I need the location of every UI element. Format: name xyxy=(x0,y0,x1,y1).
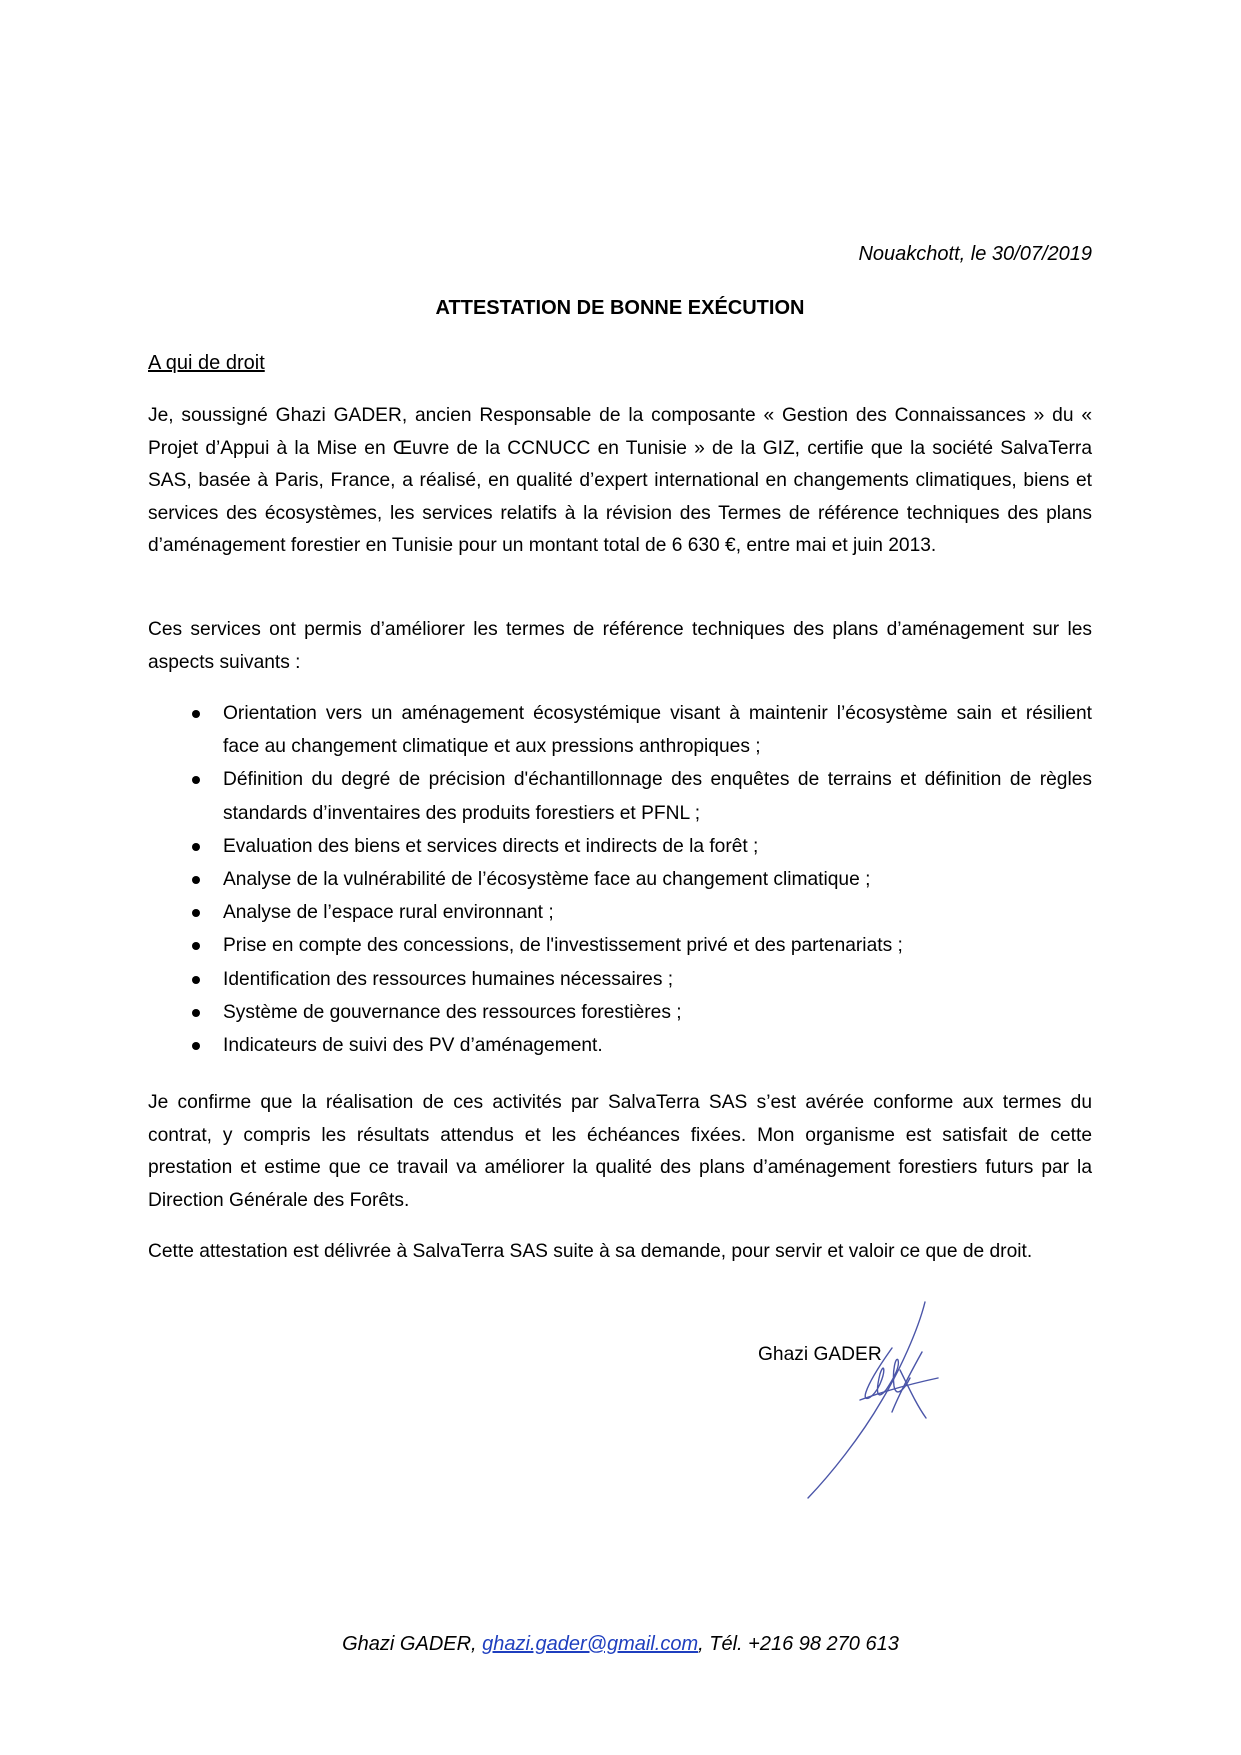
bullet-icon xyxy=(192,909,200,917)
signer-name: Ghazi GADER xyxy=(758,1344,882,1365)
footer-contact xyxy=(0,1630,1241,1658)
bullet-icon xyxy=(192,976,200,984)
list-item: Définition du degré de précision d'échantillonnage des enquêtes de terrains et définition de règles standards d’inventaires des produits forestiers et PFNL ; xyxy=(148,763,1092,829)
handwritten-signature xyxy=(800,1300,940,1500)
list-item: Identification des ressources humaines nécessaires ; xyxy=(148,963,1092,996)
footer-name: Ghazi GADER, xyxy=(342,1633,483,1655)
email-link[interactable]: ghazi.gader@gmail.com xyxy=(482,1633,699,1655)
intro-paragraph: Je, soussigné Ghazi GADER, ancien Responsable de la composante « Gestion des Connaissances » du « Projet d’Appui à la Mise en Œuvre de la CCNUCC en Tunisie » de la GIZ, certifie que la société SalvaTerra SAS, basée à Paris, France, a réalisé, en qualité d’expert international en changements climatiques, biens et services des écosystèmes, les services relatifs à la révision des Termes de référence techniques des plans d’aménagement forestier en Tunisie pour un montant total de 6 630 €, entre mai et juin 2013. xyxy=(148,405,1092,556)
footer-phone: , Tél. +216 98 270 613 xyxy=(698,1633,899,1655)
list-item: Orientation vers un aménagement écosystémique visant à maintenir l’écosystème sain et résilient face au changement climatique et aux pressions anthropiques ; xyxy=(148,697,1092,763)
document-title: ATTESTATION DE BONNE EXÉCUTION xyxy=(435,297,805,319)
confirmation-paragraph: Je confirme que la réalisation de ces activités par SalvaTerra SAS s’est avérée conforme aux termes du contrat, y compris les résultats attendus et les échéances fixées. Mon organisme est satisfait de cette prestation et estime que ce travail va améliorer la qualité des plans d’aménagement forestiers futurs par la Direction Générale des Forêts. xyxy=(148,1092,1092,1211)
list-item: Analyse de la vulnérabilité de l’écosystème face au changement climatique ; xyxy=(148,863,1092,896)
place-date: Nouakchott, le 30/07/2019 xyxy=(858,243,1092,265)
list-item: Evaluation des biens et services directs et indirects de la forêt ; xyxy=(148,830,1092,863)
bullet-icon xyxy=(192,876,200,884)
bullet-icon xyxy=(192,710,200,718)
salutation: A qui de droit xyxy=(148,352,265,374)
list-item: Analyse de l’espace rural environnant ; xyxy=(148,896,1092,929)
list-item: Indicateurs de suivi des PV d’aménagement. xyxy=(148,1029,1092,1062)
closing-paragraph: Cette attestation est délivrée à SalvaTerra SAS suite à sa demande, pour servir et valoir ce que de droit. xyxy=(148,1241,1033,1262)
bullet-icon xyxy=(192,776,200,784)
bullet-icon xyxy=(192,942,200,950)
bullet-icon xyxy=(192,843,200,851)
list-item: Prise en compte des concessions, de l'investissement privé et des partenariats ; xyxy=(148,929,1092,962)
improvements-list xyxy=(148,697,1092,1062)
lead-in-paragraph: Ces services ont permis d’améliorer les termes de référence techniques des plans d’aménagement sur les aspects suivants : xyxy=(148,619,1092,673)
list-item: Système de gouvernance des ressources forestières ; xyxy=(148,996,1092,1029)
bullet-icon xyxy=(192,1042,200,1050)
bullet-icon xyxy=(192,1009,200,1017)
